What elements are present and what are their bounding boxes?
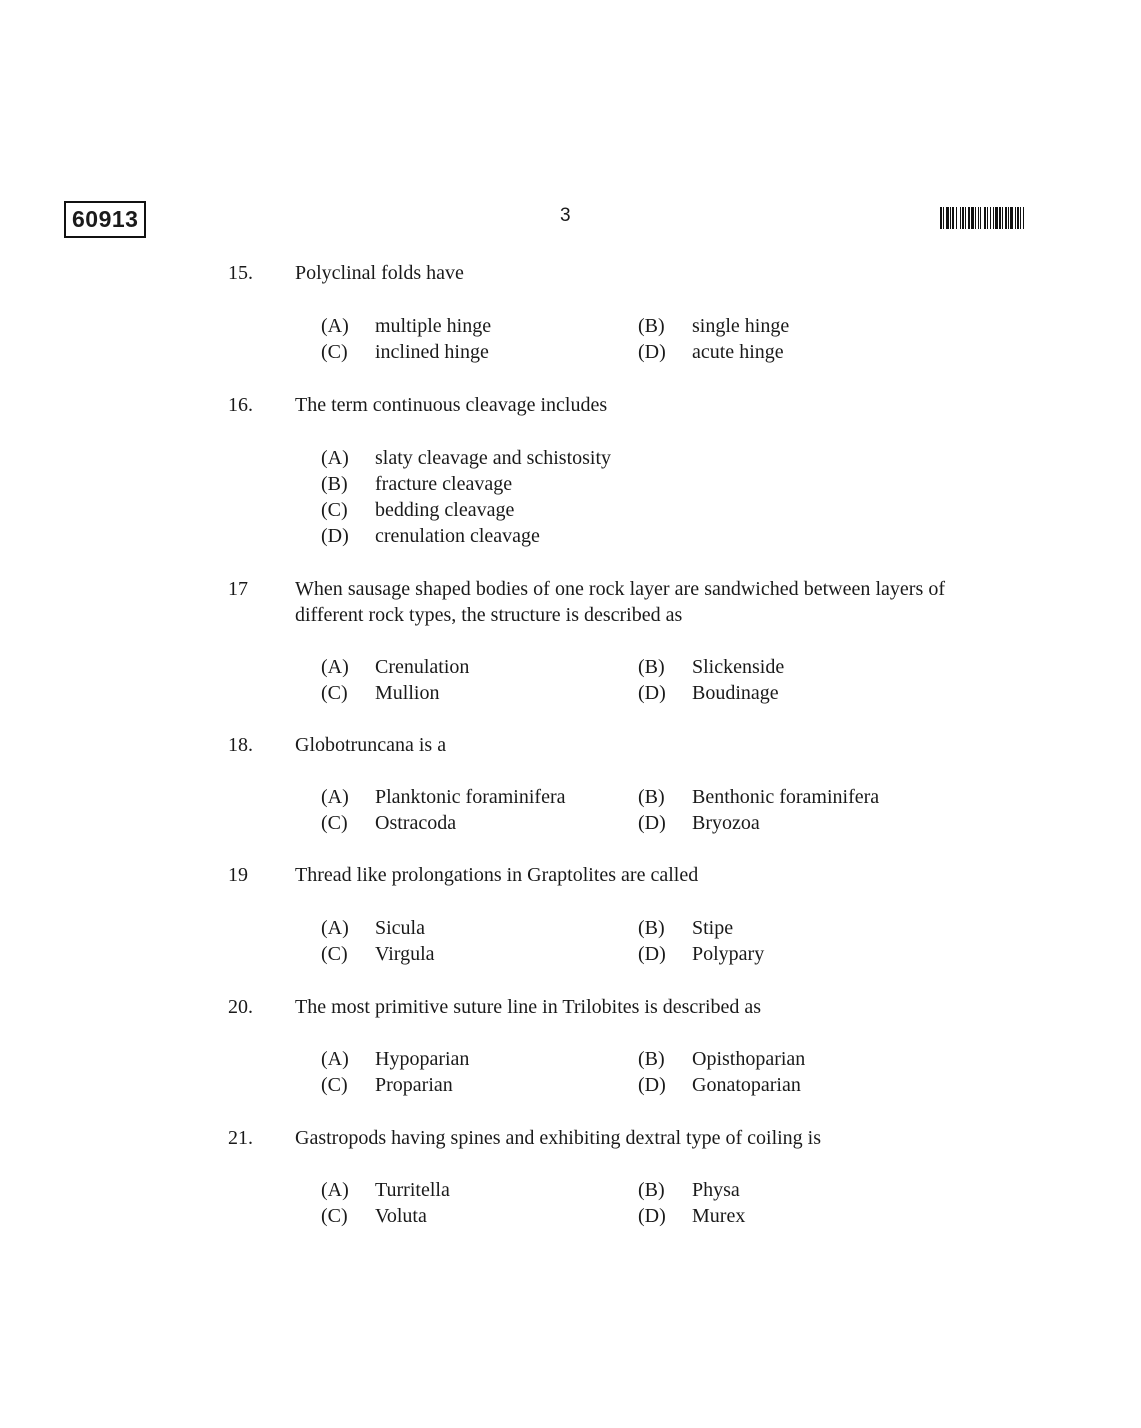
question-text: When sausage shaped bodies of one rock layer are sandwiched between layers of different rock types, the structure is described as bbox=[295, 578, 945, 626]
option-c: (C) Mullion bbox=[321, 682, 440, 704]
options-list bbox=[321, 445, 961, 549]
option-d: (D) Boudinage bbox=[638, 682, 779, 704]
option-a: (A) Sicula bbox=[321, 917, 425, 939]
page-header bbox=[0, 0, 1141, 240]
option-d: (D) Polypary bbox=[638, 943, 765, 965]
question-text: Thread like prolongations in Graptolites are called bbox=[295, 864, 699, 886]
option-a: (A) multiple hinge bbox=[321, 315, 492, 337]
option-a: (A) Turritella bbox=[321, 1179, 450, 1201]
options-grid bbox=[321, 784, 961, 836]
option-a: (A) slaty cleavage and schistosity bbox=[321, 447, 612, 469]
question-number: 15. bbox=[228, 262, 253, 284]
option-c: (C) Ostracoda bbox=[321, 812, 457, 834]
option-d: (D) crenulation cleavage bbox=[321, 525, 540, 547]
option-c: (C) Virgula bbox=[321, 943, 435, 965]
question-text: The most primitive suture line in Trilobites is described as bbox=[295, 996, 762, 1018]
option-d: (D) Murex bbox=[638, 1205, 746, 1227]
option-b: (B) Stipe bbox=[638, 917, 734, 939]
option-b: (B) fracture cleavage bbox=[321, 473, 513, 495]
options-grid bbox=[321, 654, 961, 706]
option-d: (D) Bryozoa bbox=[638, 812, 760, 834]
option-a: (A) Hypoparian bbox=[321, 1048, 470, 1070]
option-c: (C) bedding cleavage bbox=[321, 499, 515, 521]
question-number: 16. bbox=[228, 394, 253, 416]
question-number: 18. bbox=[228, 734, 253, 756]
option-a: (A) Planktonic foraminifera bbox=[321, 786, 566, 808]
question-text: Polyclinal folds have bbox=[295, 262, 464, 284]
question-text: Globotruncana is a bbox=[295, 734, 447, 756]
option-b: (B) Slickenside bbox=[638, 656, 785, 678]
option-c: (C) Voluta bbox=[321, 1205, 427, 1227]
question-number: 17 bbox=[228, 578, 248, 600]
barcode-image bbox=[940, 207, 1080, 229]
question-number: 20. bbox=[228, 996, 253, 1018]
page-number: 3 bbox=[560, 205, 571, 226]
options-grid bbox=[321, 1046, 961, 1098]
option-b: (B) Opisthoparian bbox=[638, 1048, 806, 1070]
options-grid bbox=[321, 313, 961, 365]
option-c: (C) Proparian bbox=[321, 1074, 453, 1096]
paper-code-box: 60913 bbox=[64, 201, 146, 238]
question-text: Gastropods having spines and exhibiting dextral type of coiling is bbox=[295, 1127, 822, 1149]
options-grid bbox=[321, 915, 961, 967]
barcode-bar bbox=[1024, 207, 1027, 229]
option-c: (C) inclined hinge bbox=[321, 341, 489, 363]
option-a: (A) Crenulation bbox=[321, 656, 470, 678]
option-b: (B) single hinge bbox=[638, 315, 790, 337]
options-grid bbox=[321, 1177, 961, 1229]
question-number: 19 bbox=[228, 864, 248, 886]
option-b: (B) Benthonic foraminifera bbox=[638, 786, 880, 808]
option-b: (B) Physa bbox=[638, 1179, 740, 1201]
option-d: (D) acute hinge bbox=[638, 341, 784, 363]
question-text: The term continuous cleavage includes bbox=[295, 394, 608, 416]
option-d: (D) Gonatoparian bbox=[638, 1074, 801, 1096]
question-number: 21. bbox=[228, 1127, 253, 1149]
